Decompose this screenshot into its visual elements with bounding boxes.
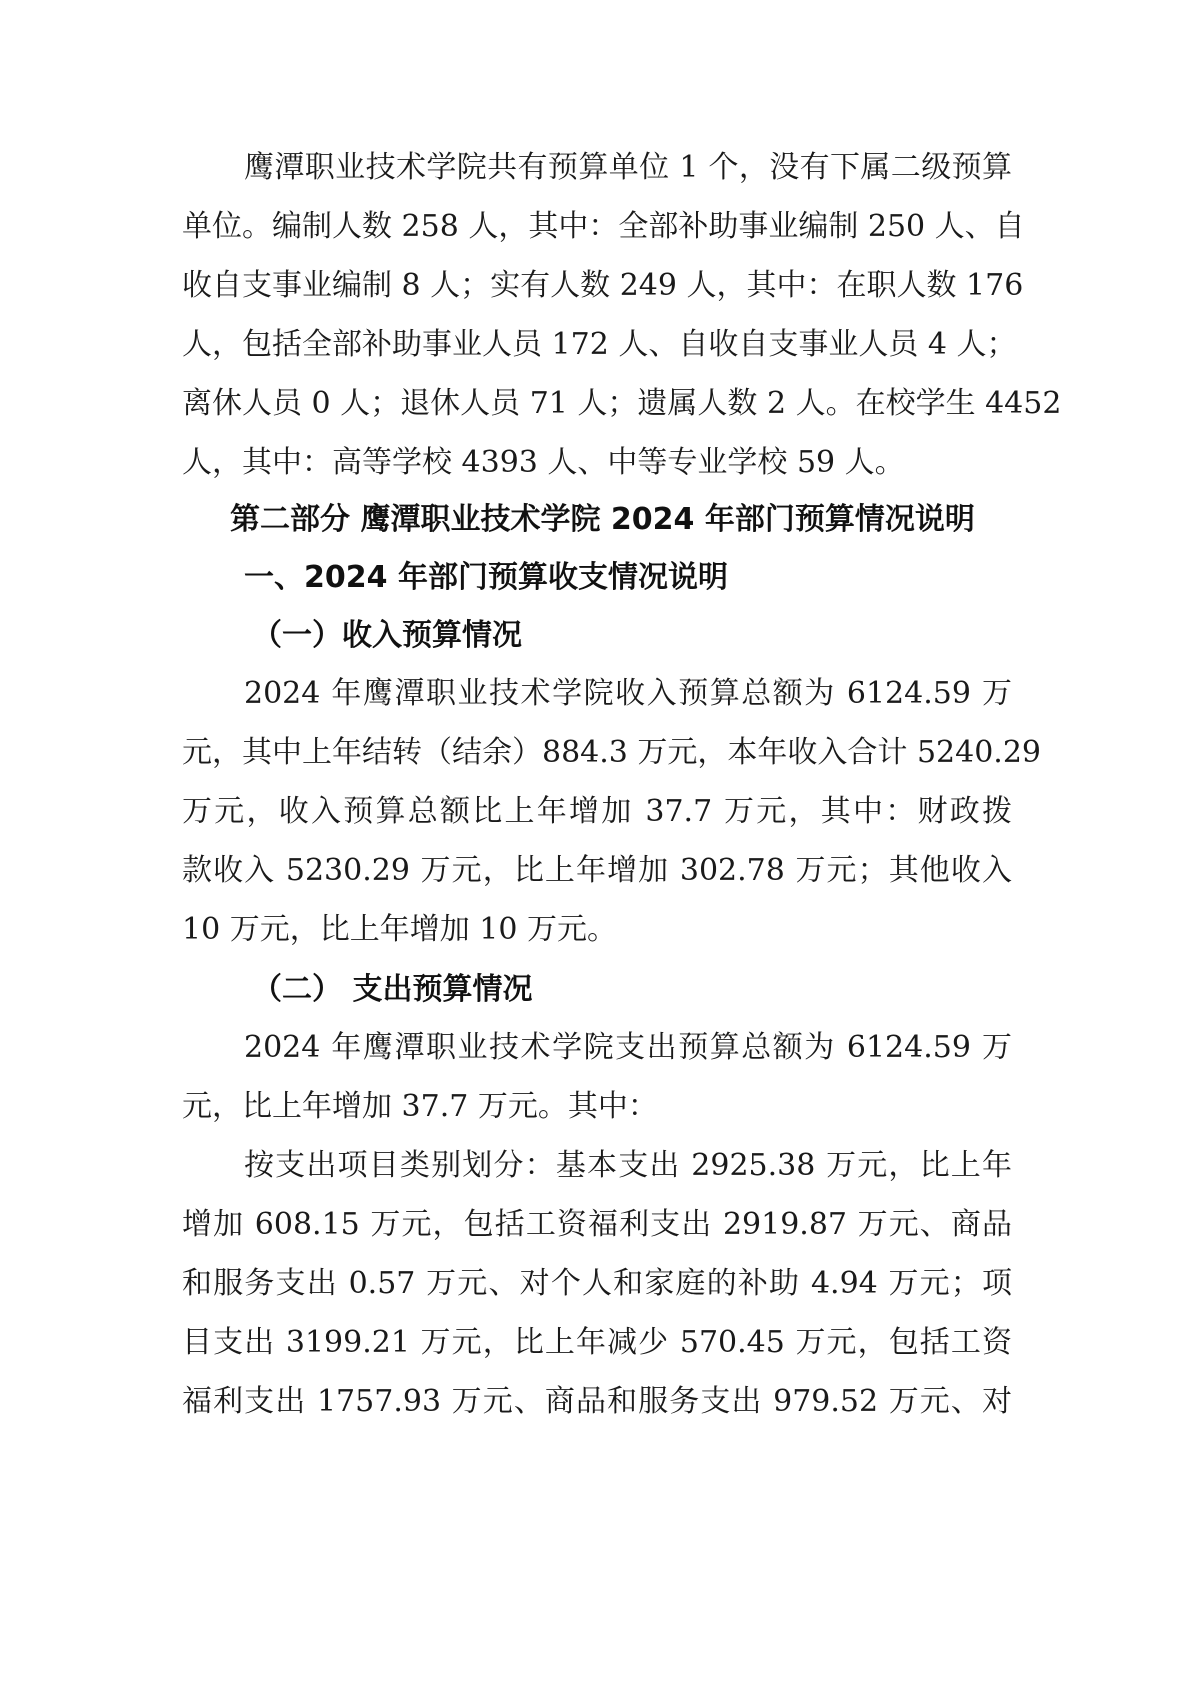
intro-line-3: 收自支事业编制 8 人；实有人数 249 人，其中：在职人数 176 bbox=[182, 268, 1024, 303]
expenditure-detail-line-5: 福利支出 1757.93 万元、商品和服务支出 979.52 万元、对 bbox=[182, 1384, 1012, 1419]
intro-line-4: 人，包括全部补助事业人员 172 人、自收自支事业人员 4 人； bbox=[182, 327, 1017, 362]
intro-line-2: 单位。编制人数 258 人，其中：全部补助事业编制 250 人、自 bbox=[182, 209, 1025, 244]
expenditure-detail-line-3: 和服务支出 0.57 万元、对个人和家庭的补助 4.94 万元；项 bbox=[182, 1266, 1012, 1301]
intro-line-1: 鹰潭职业技术学院共有预算单位 1 个，没有下属二级预算 bbox=[244, 150, 1012, 185]
income-line-3: 万元，收入预算总额比上年增加 37.7 万元，其中：财政拨 bbox=[182, 794, 1012, 829]
expenditure-detail-line-4: 目支出 3199.21 万元，比上年减少 570.45 万元，包括工资 bbox=[182, 1325, 1012, 1360]
income-heading: （一）收入预算情况 bbox=[252, 618, 522, 653]
part-two-heading: 第二部分 鹰潭职业技术学院 2024 年部门预算情况说明 bbox=[230, 502, 975, 537]
expenditure-summary-line-1: 2024 年鹰潭职业技术学院支出预算总额为 6124.59 万 bbox=[244, 1030, 1012, 1065]
section-one-heading: 一、2024 年部门预算收支情况说明 bbox=[244, 560, 728, 595]
income-line-4: 款收入 5230.29 万元，比上年增加 302.78 万元；其他收入 bbox=[182, 853, 1012, 888]
income-line-2: 元，其中上年结转（结余）884.3 万元，本年收入合计 5240.29 bbox=[182, 735, 1042, 770]
intro-line-5: 离休人员 0 人；退休人员 71 人；遗属人数 2 人。在校学生 4452 bbox=[182, 386, 1062, 421]
expenditure-detail-line-1: 按支出项目类别划分：基本支出 2925.38 万元，比上年 bbox=[244, 1148, 1012, 1183]
intro-line-6: 人，其中：高等学校 4393 人、中等专业学校 59 人。 bbox=[182, 445, 905, 480]
expenditure-heading: （二） 支出预算情况 bbox=[252, 972, 533, 1007]
income-line-1: 2024 年鹰潭职业技术学院收入预算总额为 6124.59 万 bbox=[244, 676, 1012, 711]
income-line-5: 10 万元，比上年增加 10 万元。 bbox=[182, 912, 617, 947]
expenditure-summary-line-2: 元，比上年增加 37.7 万元。其中： bbox=[182, 1089, 658, 1124]
expenditure-detail-line-2: 增加 608.15 万元，包括工资福利支出 2919.87 万元、商品 bbox=[182, 1207, 1012, 1242]
